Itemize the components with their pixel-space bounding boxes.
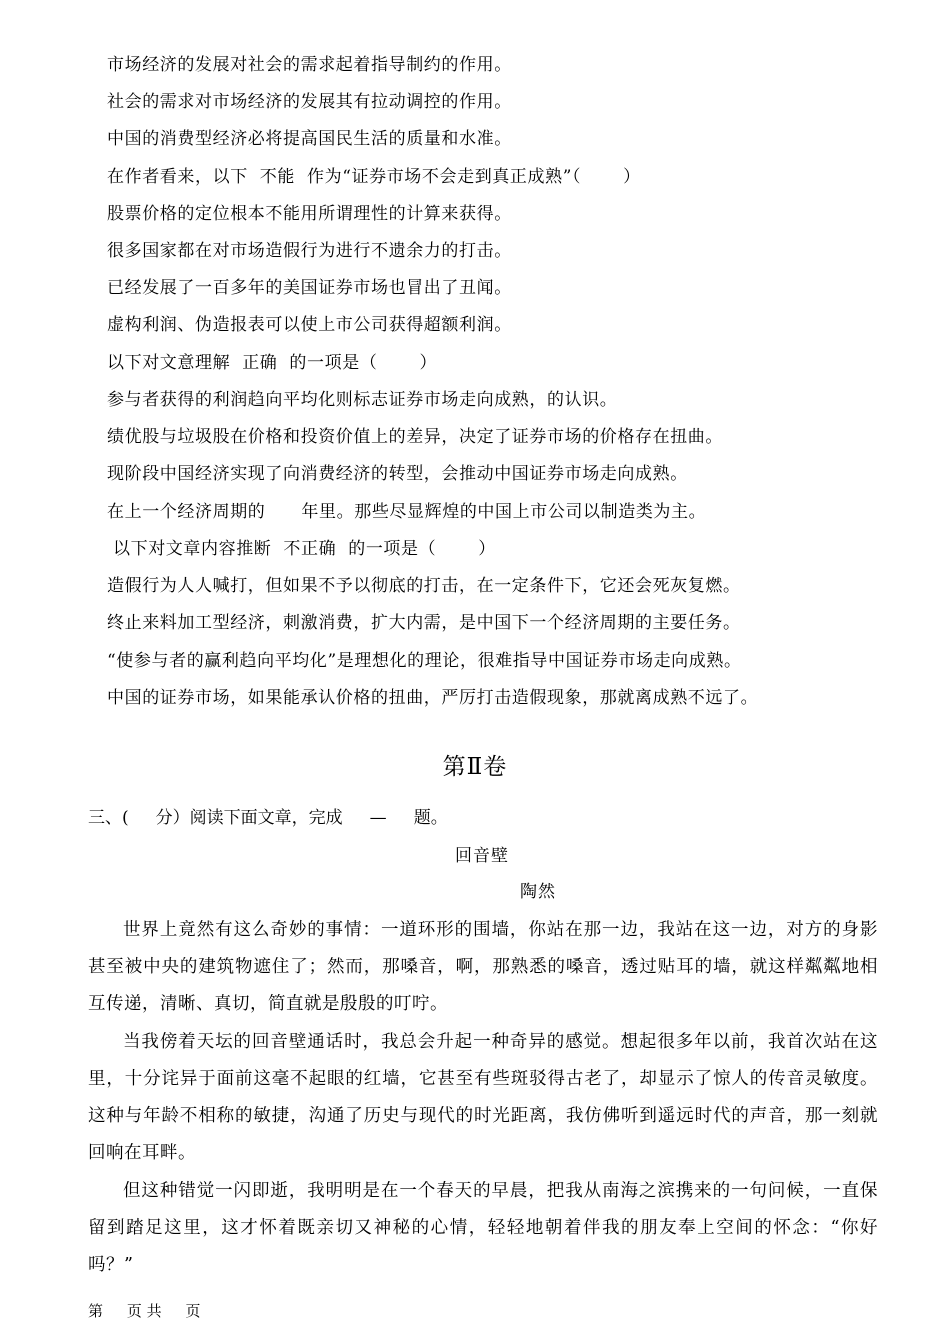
option-line: 现阶段中国经济实现了向消费经济的转型，会推动中国证券市场走向成熟。 (107, 464, 688, 484)
option-line: 中国的证券市场，如果能承认价格的扭曲，严厉打击造假现象，那就离成熟不远了。 (107, 688, 759, 708)
article-author: 陶然 (520, 882, 556, 902)
option-line: 股票价格的定位根本不能用所谓理性的计算来获得。 (107, 204, 512, 224)
option-line: 造假行为人人喊打，但如果不予以彻底的打击，在一定条件下，它还会死灰复燃。 (107, 576, 741, 596)
option-line: 绩优股与垃圾股在价格和投资价值上的差异，决定了证券市场的价格存在扭曲。 (107, 427, 723, 447)
option-line: 社会的需求对市场经济的发展其有拉动调控的作用。 (107, 92, 512, 112)
option-line: 中国的消费型经济必将提高国民生活的质量和水准。 (107, 129, 512, 149)
article-paragraph: 当我傍着天坛的回音壁通话时，我总会升起一种奇异的感觉。想起很多年以前，我首次站在这里，十分诧异于面前这毫不起眼的红墙，它甚至有些斑驳得古老了，却显示了惊人的传音灵敏度。这种与年龄不相称的敏捷，沟通了历史与现代的时光距离，我仿佛听到遥远时代的声音，那一刻就回响在耳畔。 (88, 1032, 878, 1163)
option-line: 虚构利润、伪造报表可以使上市公司获得超额利润。 (107, 315, 512, 335)
article-paragraph: 世界上竟然有这么奇妙的事情：一道环形的围墙，你站在那一边，我站在这一边，对方的身影甚至被中央的建筑物遮住了；然而，那嗓音，啊，那熟悉的嗓音，透过贴耳的墙，就这样粼粼地相互传递，清晰、真切，简直就是殷殷的叮咛。 (88, 920, 878, 1014)
option-line: 市场经济的发展对社会的需求起着指导制约的作用。 (107, 55, 512, 75)
article-title: 回音壁 (455, 846, 509, 866)
section-title: 第Ⅱ卷 (442, 754, 508, 780)
question-stem: 以下对文意理解 正确 的一项是（ ） (107, 353, 438, 373)
option-line: 很多国家都在对市场造假行为进行不遗余力的打击。 (107, 241, 512, 261)
article-paragraph: 但这种错觉一闪即逝，我明明是在一个春天的早晨，把我从南海之滨携来的一句问候，一直保留到踏足这里，这才怀着既亲切又神秘的心情，轻轻地朝着伴我的朋友奉上空间的怀念：“你好吗？” (88, 1181, 878, 1275)
option-line: 终止来料加工型经济，刺激消费，扩大内需，是中国下一个经济周期的主要任务。 (107, 613, 741, 633)
page-footer: 第 页 共 页 (88, 1302, 201, 1320)
question-stem: 以下对文章内容推断 不正确 的一项是（ ） (107, 539, 496, 559)
option-line: 参与者获得的利润趋向平均化则标志证券市场走向成熟，的认识。 (107, 390, 618, 410)
option-line: 已经发展了一百多年的美国证券市场也冒出了丑闻。 (107, 278, 512, 298)
option-line: “使参与者的赢利趋向平均化”是理想化的理论，很难指导中国证券市场走向成熟。 (107, 651, 742, 671)
question-three-heading: 三、( 分）阅读下面文章，完成 — 题。 (88, 808, 448, 828)
option-line: 在上一个经济周期的 年里。那些尽显辉煌的中国上市公司以制造类为主。 (107, 502, 707, 522)
question-stem: 在作者看来，以下 不能 作为“证券市场不会走到真正成熟”（ ） (107, 167, 641, 187)
